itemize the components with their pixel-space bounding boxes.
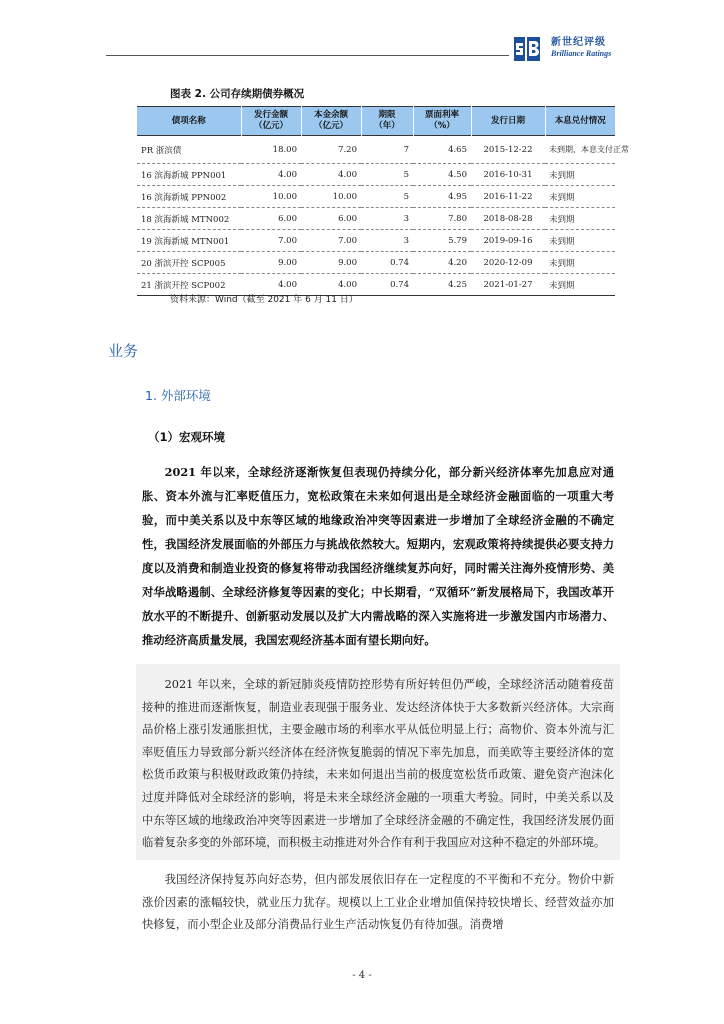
- table-cell: 5: [361, 164, 413, 186]
- table-cell: 20 浙滨开控 SCP005: [137, 252, 241, 274]
- table-cell: 4.20: [413, 252, 471, 274]
- body-paragraph-2: 我国经济保持复苏向好态势，但内部发展依旧存在一定程度的不平衡和不充分。物价中新涨价因素的涨幅较快，就业压力犹存。规模以上工业企业增加值保持较快增长、经营效益亦加快修复，而小型企业及部分消费品行业生产活动恢复仍有待加强。消费增: [142, 873, 614, 932]
- table-cell: 2021-01-27: [471, 274, 545, 296]
- table-cell: 7.80: [413, 208, 471, 230]
- table-cell: 2020-12-09: [471, 252, 545, 274]
- table-header-cell: 发行金额 （亿元）: [241, 107, 301, 136]
- table-cell: 未到期: [545, 186, 615, 208]
- table-cell: 2019-09-16: [471, 230, 545, 252]
- table-header-cell: 票面利率 （%）: [413, 107, 471, 136]
- table-row: [137, 164, 615, 186]
- table-cell: 4.00: [241, 164, 301, 186]
- table-cell: 10.00: [241, 186, 301, 208]
- table-header-cell: 本息兑付情况: [545, 107, 615, 136]
- table-cell: 21 浙滨开控 SCP002: [137, 274, 241, 296]
- brand-name-en: Brilliance Ratings: [551, 49, 612, 58]
- table-cell: 未到期: [545, 208, 615, 230]
- table-row: [137, 136, 615, 164]
- table-cell: 4.00: [301, 164, 361, 186]
- table-cell: 4.50: [413, 164, 471, 186]
- table-cell: 未到期，本息支付正常: [545, 136, 615, 164]
- table-cell: 2016-11-22: [471, 186, 545, 208]
- table-cell: 9.00: [301, 252, 361, 274]
- brilliance-logo-icon: [512, 34, 542, 64]
- table-header-cell: 期限 （年）: [361, 107, 413, 136]
- table-row: [137, 252, 615, 274]
- table-header-cell: 本金余额 （亿元）: [301, 107, 361, 136]
- summary-paragraph: 2021 年以来，全球经济逐渐恢复但表现仍持续分化，部分新兴经济体率先加息应对通胀、资本外流与汇率贬值压力，宽松政策在未来如何退出是全球经济金融面临的一项重大考验，而中美关系以及中东等区域的地缘政治冲突等因素进一步增加了全球经济金融的不确定性，我国经济发展面临的外部压力与挑战依然较大。短期内，宏观政策将持续提供必要支持力度以及消费和制造业投资的修复将带动我国经济继续复苏向好，同时需关注海外疫情形势、美对华战略遏制、全球经济修复等因素的变化；中长期看，“双循环”新发展格局下，我国改革开放水平的不断提升、创新驱动发展以及扩大内需战略的深入实施将进一步激发国内市场潜力、推动经济高质量发展，我国宏观经济基本面有望长期向好。: [142, 465, 614, 647]
- table-cell: 9.00: [241, 252, 301, 274]
- table-header-cell: 发行日期: [471, 107, 545, 136]
- table-cell: 6.00: [241, 208, 301, 230]
- page-number: - 4 -: [352, 970, 372, 981]
- table-cell: 16 滨海新城 PPN001: [137, 164, 241, 186]
- table-cell: 4.95: [413, 186, 471, 208]
- table-cell: 7.00: [241, 230, 301, 252]
- table-cell: 7: [361, 136, 413, 164]
- table-cell: 19 滨海新城 MTN001: [137, 230, 241, 252]
- table-cell: 16 滨海新城 PPN002: [137, 186, 241, 208]
- table-row: [137, 186, 615, 208]
- table-source-note: 资料来源：Wind（截至 2021 年 6 月 11 日）: [170, 295, 358, 305]
- table-caption: 图表 2. 公司存续期债券概况: [170, 88, 305, 100]
- subsubsection-title: （1）宏观环境: [148, 430, 226, 444]
- table-row: [137, 208, 615, 230]
- body-paragraph-1: 2021 年以来，全球的新冠肺炎疫情防控形势有所好转但仍严峻，全球经济活动随着疫苗接种的推进而逐渐恢复，制造业表现强于服务业、发达经济体快于大多数新兴经济体。大宗商品价格上涨引发通胀担忧，主要金融市场的利率水平从低位明显上行；高物价、资本外流与汇率贬值压力导致部分新兴经济体在经济恢复脆弱的情况下率先加息，而美欧等主要经济体的宽松货币政策与积极财政政策仍持续，未来如何退出当前的极度宽松货币政策、避免资产泡沫化过度并降低对全球经济的影响，将是未来全球经济金融的一项重大考验。同时，中美关系以及中东等区域的地缘政治冲突等因素进一步增加了全球经济金融的不确定性，我国经济发展仍面临着复杂多变的外部环境，而积极主动推进对外合作有利于我国应对这种不稳定的外部环境。: [142, 678, 614, 850]
- table-cell: 5.79: [413, 230, 471, 252]
- table-cell: 未到期: [545, 252, 615, 274]
- table-cell: 3: [361, 208, 413, 230]
- table-cell: 未到期: [545, 164, 615, 186]
- table-cell: 18.00: [241, 136, 301, 164]
- table-cell: 0.74: [361, 252, 413, 274]
- table-header-row: [137, 107, 615, 136]
- table-cell: 10.00: [301, 186, 361, 208]
- bond-table: [137, 106, 629, 296]
- table-cell: 4.00: [301, 274, 361, 296]
- subsection-title: 1. 外部环境: [145, 388, 211, 403]
- table-body: [137, 136, 629, 296]
- table-cell: 4.25: [413, 274, 471, 296]
- table-cell: PR 浙滨债: [137, 136, 241, 164]
- table-cell: 0.74: [361, 274, 413, 296]
- header-rule: [106, 55, 509, 56]
- table-cell: 6.00: [301, 208, 361, 230]
- table-cell: 7.20: [301, 136, 361, 164]
- table-cell: 未到期: [545, 274, 615, 296]
- table-row: [137, 230, 615, 252]
- table-cell: 7.00: [301, 230, 361, 252]
- table-cell: 4.00: [241, 274, 301, 296]
- table-cell: 未到期: [545, 230, 615, 252]
- table-cell: 4.65: [413, 136, 471, 164]
- brand-name-cn: 新世纪评级: [551, 37, 606, 48]
- table-header-cell: 债项名称: [137, 107, 241, 136]
- table-cell: 18 滨海新城 MTN002: [137, 208, 241, 230]
- table-cell: 2016-10-31: [471, 164, 545, 186]
- table-cell: 3: [361, 230, 413, 252]
- table-cell: 2018-08-28: [471, 208, 545, 230]
- section-title: 业务: [108, 342, 139, 360]
- table-cell: 2015-12-22: [471, 136, 545, 164]
- table-cell: 5: [361, 186, 413, 208]
